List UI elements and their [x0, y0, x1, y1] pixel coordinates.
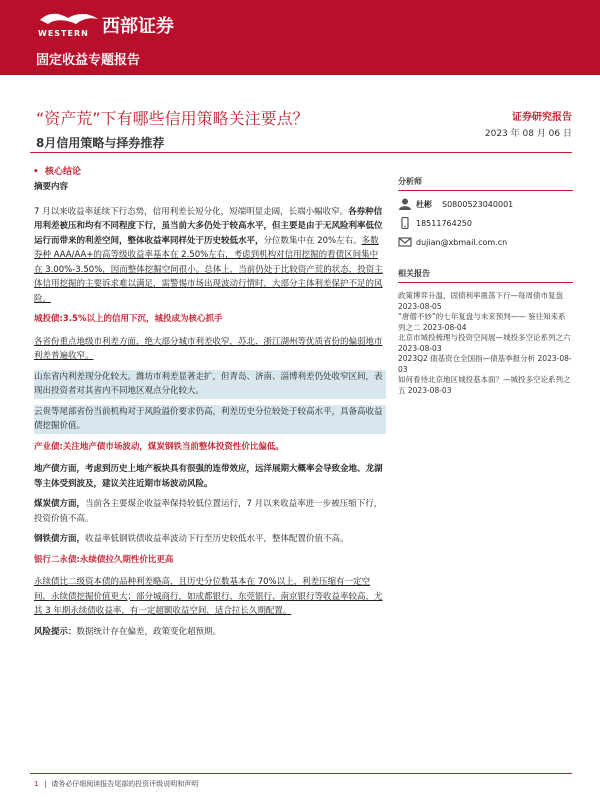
- analyst-phone: 18511764250: [416, 218, 472, 228]
- report-tag: 证券研究报告: [512, 112, 572, 123]
- related-report-item[interactable]: 如何看待北京地区城投基本面？—城投多空论系列之五 2023-08-03: [398, 375, 571, 395]
- urban-paragraph-2: 山东省内利差现分化较大。潍坊市利差显著走扩，但青岛、济南、淄博利差仍处收窄区间，表现出投资者对其省内不同地区观点分化较大。: [34, 370, 386, 399]
- footer-disclaimer: 请务必仔细阅读报告尾部的投资评级说明和声明: [51, 780, 199, 788]
- industry-real-estate: 地产债方面，考虑到历史上地产板块具有很强的连带效应，远洋展期大概率会导致金地、龙湖等主体受到波及，建议关注近期市场波动风险。: [34, 464, 383, 489]
- phone-icon: [398, 217, 412, 229]
- urban-paragraph-3: 云贵等尾部省份当前机构对于风险溢价要求仍高，利差历史分位较处于较高水平，具备高收益债挖掘价值。: [34, 405, 386, 434]
- bullet-icon: •: [33, 167, 39, 177]
- bank-paragraph: 永续债比二级资本债的品种利差略高，且历史分位数基本在 70%以上，利差压缩有一定空间，永续债挖掘价值更大；部分城商行，如成都银行、东莞银行、南京银行等收益率较高，尤其 3 年期永续债收益率，有一定超额收益空间，适合拉长久期配置。: [34, 577, 383, 616]
- report-date: 2023 年 08 月 06 日: [484, 129, 572, 139]
- related-reports-list: [398, 291, 573, 396]
- person-icon: [398, 198, 412, 210]
- report-title: “资产荒”下有哪些信用策略关注要点？: [36, 109, 309, 128]
- related-reports-label: 相关报告: [398, 268, 573, 283]
- abstract-heading: 摘要内容: [34, 182, 69, 192]
- report-subtitle: 8月信用策略与择券推荐: [36, 136, 165, 150]
- footer: 1 | 请务必仔细阅读报告尾部的投资评级说明和声明: [34, 780, 199, 788]
- title-divider: [30, 152, 572, 153]
- phone-row: [398, 216, 573, 230]
- related-report-item[interactable]: 政策博弈升温，固债利率震荡下行—每周债市复盘 2023-08-05: [398, 291, 563, 311]
- risk-warning: 风险提示：数据统计存在偏差，政策变化超预期。: [34, 626, 222, 637]
- analyst-email[interactable]: dujian@xbmail.com.cn: [416, 237, 508, 247]
- analyst-id: S0800523040001: [442, 199, 514, 209]
- related-report-item[interactable]: “唐僧不妙”的七年复盘与未来预判—— 鉴往知来系列之二 2023-08-04: [398, 312, 566, 332]
- analyst-section-label: 分析师: [398, 176, 573, 191]
- urban-investment-heading: 城投债:3.5%以上的信用下沉，城投成为核心抓手: [34, 314, 223, 324]
- main-content: [34, 180, 386, 645]
- email-row: [398, 235, 573, 249]
- bank-bond-heading: 银行二永债:永续债拉久期性价比更高: [34, 554, 174, 565]
- sidebar: [398, 176, 573, 396]
- related-report-item[interactable]: 北京市城投梳理与投资空间展—城投多空论系列之六 2023-08-03: [398, 333, 571, 353]
- logo-text-cn: 西部证券: [102, 16, 174, 37]
- footer-divider: [30, 773, 572, 774]
- analyst-name: 杜彬: [416, 199, 432, 209]
- related-report-item[interactable]: 2023Q2 债基资仓全国指—债基季报分析 2023-08-03: [398, 354, 572, 374]
- header-bar: [0, 0, 600, 75]
- logo-text-en: WESTERN: [38, 29, 89, 38]
- industry-steel: 钢铁债方面，收益率低钢铁债收益率波动下行至历史较低水平，整体配置价值不高。: [34, 534, 349, 544]
- mail-icon: [398, 236, 412, 248]
- urban-paragraph-1: 各省份重点地级市利差方面，绝大部分城市利差收窄，苏北、浙江湖州等优质省份的偏弱地市利差普遍收窄。: [34, 336, 383, 361]
- industry-coal: 煤炭债方面，当前各主要煤企收益率保持较低位置运行，7 月以来收益率进一步被压缩下行，投资价值不高。: [34, 499, 383, 524]
- analyst-row: [398, 197, 573, 211]
- report-type: 固定收益专题报告: [36, 53, 141, 68]
- core-conclusion-label: • 核心结论: [33, 167, 82, 177]
- industry-heading: 产业债:关注地产债市场波动，煤炭钢铁当前整体投资性价比偏低。: [34, 441, 284, 452]
- abstract-paragraph: 7 月以来收益率延续下行态势，信用利差长短分化，短端明显走阔，长端小幅收窄。各券种信用利差被压和均有不同程度下行，虽当前大多仍处于较高水平，但主要是由于无风险利率低位运行而带来的利差空间，整体收益率同样处于历史较低水平，分位数集中在 20%左右。多数券种 AAA/AA+的高等级收益率基本在 2.50%左右，考虑到机构对信用挖掘的看债区间集中在 3.00%-3.50%，因而整体挖掘空间很小。总体上，当前仍处于比较资产荒的状态，投资主体信用挖掘的主要诉求难以满足，需警惕市场出现波动行情时，大部分主体利差保护不足的风险。: [34, 206, 383, 304]
- page-number: 1: [34, 780, 39, 788]
